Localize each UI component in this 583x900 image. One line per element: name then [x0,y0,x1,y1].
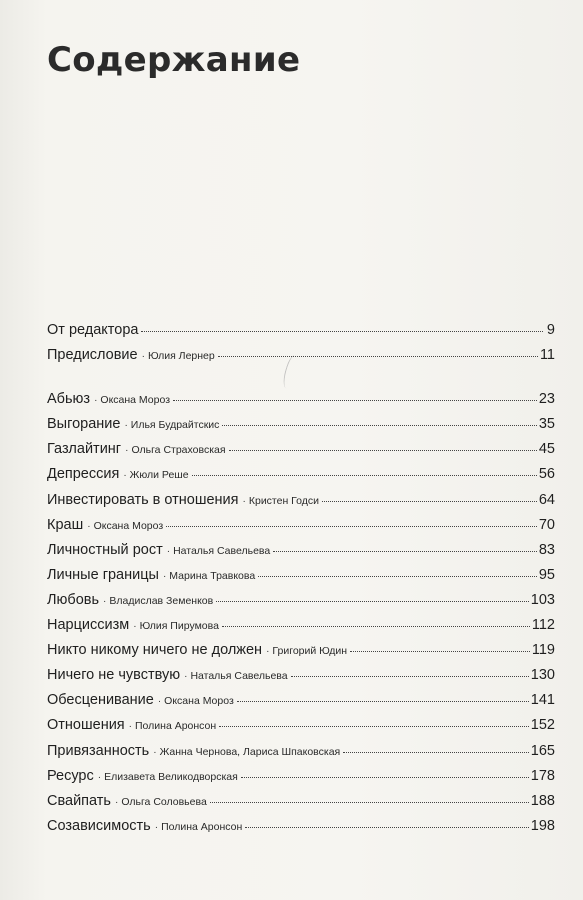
toc-entry[interactable] [47,692,555,717]
separator-dot: · [133,621,137,633]
dot-leader [291,675,529,677]
dot-leader [245,826,529,828]
dot-leader [258,575,537,577]
toc-entry[interactable] [47,793,555,818]
entry-page-number: 130 [530,667,555,684]
entry-title: Нарциссизм [47,617,130,634]
entry-title: От редактора [47,322,139,338]
separator-dot: · [103,595,107,607]
entry-author: Ольга Соловьева [121,795,207,808]
separator-dot: · [153,746,157,758]
entry-author: Марина Травкова [169,569,256,582]
dot-leader [216,600,529,602]
entry-page-number: 188 [530,792,555,809]
toc-entry[interactable] [47,492,555,517]
dot-leader [273,550,537,552]
dot-leader [166,525,537,527]
separator-dot: · [124,420,128,432]
toc-entry[interactable] [47,416,555,441]
toc-entry[interactable] [47,768,555,793]
separator-dot: · [166,545,171,557]
entry-author: Оксана Мороз [164,695,234,708]
entry-page-number: 119 [531,642,555,659]
entry-author: Полина Аронсон [135,720,217,733]
separator-dot: · [162,570,167,582]
toc-entry[interactable] [47,391,555,416]
entry-author: Жанна Чернова, Лариса Шпаковская [159,745,341,758]
toc-entry[interactable] [47,717,555,742]
entry-title: Никто никому ничего не должен [47,642,263,659]
toc-entry[interactable] [47,617,555,642]
entry-title: Предисловие [47,347,138,364]
toc-entry[interactable] [47,517,555,542]
dot-leader [241,776,529,778]
toc-entry[interactable] [47,542,555,567]
entry-title: Ничего не чувствую [47,667,181,684]
separator-dot: · [157,696,162,708]
dot-leader [192,474,537,476]
separator-dot: · [266,646,270,658]
toc-entry[interactable] [47,818,555,843]
toc-entry[interactable] [47,441,555,466]
entry-author: Наталья Савельева [190,670,288,683]
entry-page-number: 9 [546,322,555,338]
entry-title: Газлайтинг [47,441,122,458]
entry-page-number: 95 [538,566,555,583]
entry-page-number: 45 [538,441,555,458]
table-of-contents [47,322,555,843]
dot-leader [141,330,543,332]
entry-title: Обесценивание [47,692,154,709]
separator-dot: · [184,671,188,683]
dot-leader [229,449,537,451]
dot-leader [210,801,529,803]
dot-leader [218,355,538,357]
toc-entry[interactable] [47,347,555,372]
dot-leader [237,700,529,702]
entry-author: Жюли Реше [129,469,189,482]
dot-leader [219,725,529,727]
entry-page-number: 83 [538,541,555,558]
separator-dot: · [154,821,159,833]
entry-title: Личностный рост [47,541,163,558]
entry-author: Ольга Страховская [131,444,226,457]
entry-author: Юлия Пирумова [139,620,219,633]
entry-title: Отношения [47,717,125,734]
separator-dot: · [141,351,145,363]
dot-leader [173,399,537,401]
entry-title: Ресурс [47,767,94,784]
separator-dot: · [87,520,91,532]
toc-entry[interactable] [47,322,555,347]
entry-title: Свайпать [47,792,111,809]
entry-author: Илья Будрайтскис [130,419,220,432]
entry-author: Кристен Годси [248,494,320,507]
separator-dot: · [94,395,98,407]
entry-page-number: 56 [538,466,555,483]
entry-author: Григорий Юдин [272,645,348,658]
entry-title: Депрессия [47,466,120,483]
entry-page-number: 103 [530,591,555,608]
entry-page-number: 11 [539,347,555,364]
entry-title: Выгорание [47,416,121,433]
entry-page-number: 178 [530,767,555,784]
entry-page-number: 23 [538,391,555,408]
toc-entry[interactable] [47,567,555,592]
entry-title: Инвестировать в отношения [47,491,239,508]
entry-title: Любовь [47,591,100,608]
entry-author: Полина Аронсон [161,820,243,833]
entry-title: Личные границы [47,566,159,583]
dot-leader [343,751,529,753]
entry-page-number: 198 [530,817,555,834]
toc-entry[interactable] [47,642,555,667]
entry-page-number: 152 [530,717,555,734]
toc-entry[interactable] [47,592,555,617]
entry-title: Созависимость [47,817,151,834]
dot-leader [222,625,530,627]
entry-author: Наталья Савельева [173,544,271,557]
entry-title: Абьюз [47,391,91,408]
entry-page-number: 64 [538,491,555,508]
dot-leader [222,424,536,426]
entry-author: Юлия Лернер [147,350,215,363]
entry-page-number: 112 [531,617,555,634]
separator-dot: · [97,771,102,783]
dot-leader [322,500,537,502]
dot-leader [350,650,530,652]
separator-dot: · [123,470,127,482]
entry-title: Краш [47,516,84,533]
toc-entry[interactable] [47,667,555,692]
entry-page-number: 70 [538,516,555,533]
separator-dot: · [114,796,119,808]
entry-page-number: 141 [530,692,555,709]
separator-dot: · [125,445,129,457]
entry-author: Оксана Мороз [100,394,171,407]
entry-page-number: 35 [538,416,555,433]
toc-entry[interactable] [47,466,555,491]
entry-title: Привязанность [47,742,150,759]
separator-dot: · [242,495,246,507]
page-title: Содержание [47,40,301,80]
entry-author: Владислав Земенков [109,594,214,607]
separator-dot: · [128,721,132,733]
entry-author: Оксана Мороз [93,519,164,532]
entry-author: Елизавета Великодворская [104,770,238,783]
toc-entry[interactable] [47,743,555,768]
entry-page-number: 165 [530,742,555,759]
